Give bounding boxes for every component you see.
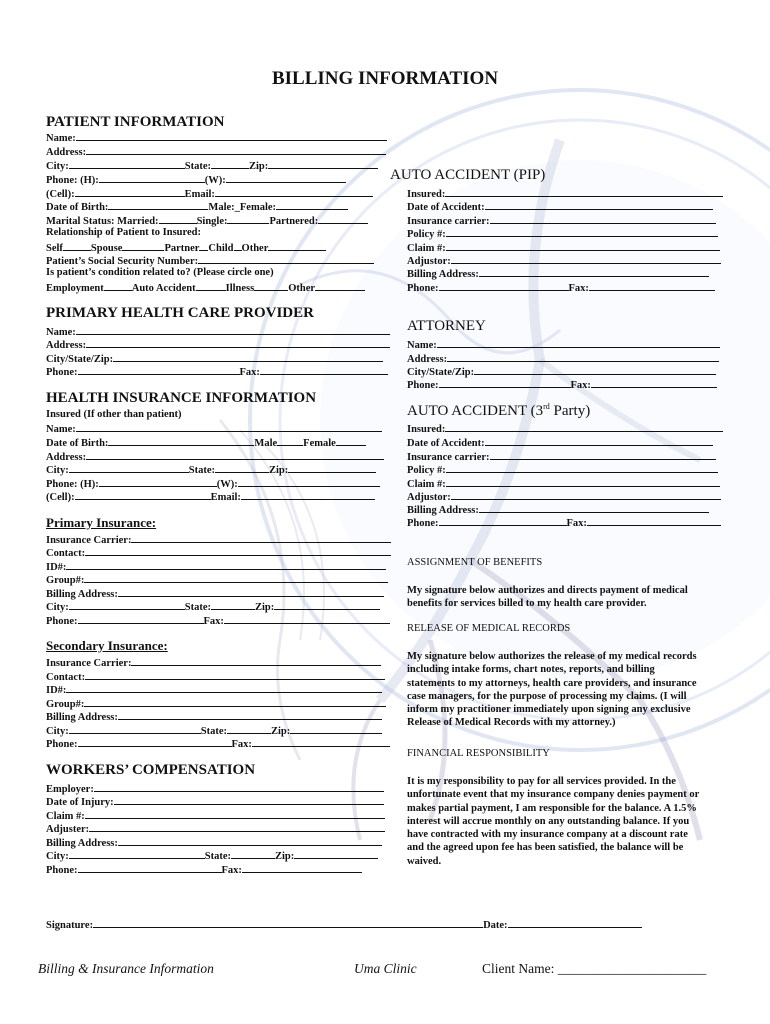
hi-phone-row[interactable] [46, 477, 380, 491]
pip-adjustor-field[interactable] [407, 254, 721, 268]
patient-ssn-field[interactable] [46, 254, 374, 268]
pcp-heading: PRIMARY HEALTH CARE PROVIDER [46, 305, 314, 321]
secondary-billing-field[interactable] [46, 710, 382, 724]
financial-line: waived. [407, 855, 442, 867]
pip-carrier-label: Insurance carrier: [407, 216, 490, 227]
hi-dob-row[interactable] [46, 436, 366, 450]
page-title: BILLING INFORMATION [271, 68, 499, 89]
secondary-city-label: City: [46, 726, 69, 737]
workers-claim-field[interactable] [46, 809, 385, 823]
attorney-address-label: Address: [407, 354, 448, 365]
patient-dob-label: Date of Birth: [46, 202, 109, 213]
primary-insurance-heading: Primary Insurance: [46, 515, 157, 530]
marital-single-label: Single: [196, 216, 228, 227]
pip-phone-label: Phone: [407, 283, 439, 294]
secondary-city-row[interactable] [46, 724, 382, 738]
patient-cell-label: (Cell): [46, 189, 75, 200]
pip-claim-label: Claim #: [407, 243, 446, 254]
pip-doa-label: Date of Accident: [407, 202, 485, 213]
workers-injury-label: Date of Injury: [46, 797, 114, 808]
hi-female-label[interactable]: Female [303, 438, 336, 449]
primary-state-label: State: [184, 602, 211, 613]
secondary-fax-label: Fax: [231, 739, 252, 750]
signature-label: Signature: [46, 920, 94, 931]
patient-state-label: State: [184, 161, 211, 172]
third-doa-label: Date of Accident: [407, 438, 485, 449]
third-doa-field[interactable] [407, 436, 713, 450]
pip-fax-label: Fax: [568, 283, 589, 294]
hi-cell-label: (Cell): [46, 492, 75, 503]
pcp-phone-label: Phone: [46, 367, 78, 378]
patient-name-field[interactable] [46, 131, 387, 145]
workers-city-row[interactable] [46, 849, 378, 863]
assignment-heading: ASSIGNMENT OF BENEFITS [407, 557, 543, 568]
third-party-heading [407, 403, 590, 420]
financial-line: and the agreed upon fee has been satisfied, the balance will be [407, 842, 684, 854]
pip-policy-label: Policy #: [407, 229, 446, 240]
workers-billing-label: Billing Address: [46, 838, 118, 849]
hi-zip-label: Zip: [269, 465, 289, 476]
pip-insured-label: Insured: [407, 189, 446, 200]
workers-employer-label: Employer: [46, 784, 94, 795]
pip-billing-field[interactable] [407, 267, 709, 281]
hi-name-field[interactable] [46, 422, 382, 436]
primary-carrier-field[interactable] [46, 533, 391, 547]
secondary-group-field[interactable] [46, 697, 386, 711]
attorney-fax-label: Fax: [570, 380, 591, 391]
release-line: My signature below authorizes the release of my medical records [407, 651, 697, 662]
footer-left: Billing & Insurance Information [38, 961, 214, 976]
third-claim-field[interactable] [407, 477, 720, 491]
pip-adjustor-label: Adjustor: [407, 256, 451, 267]
patient-address-label: Address: [46, 147, 87, 158]
pip-heading: AUTO ACCIDENT (PIP) [390, 167, 546, 183]
condition-options-row[interactable] [46, 281, 365, 295]
workers-comp-heading: WORKERS’ COMPENSATION [46, 762, 256, 778]
primary-contact-label: Contact: [46, 548, 86, 559]
secondary-contact-field[interactable] [46, 670, 385, 684]
workers-phone-row[interactable] [46, 863, 362, 877]
patient-dob-row[interactable] [46, 200, 348, 214]
assignment-line: benefits for services billed to my health care provider. [407, 598, 647, 610]
date-label: Date: [483, 920, 508, 931]
condition-question: Is patient’s condition related to? (Please circle one) [46, 267, 274, 278]
third-adjustor-field[interactable] [407, 490, 721, 504]
pip-insured-field[interactable] [407, 187, 723, 201]
patient-phone-row[interactable] [46, 173, 346, 187]
workers-zip-label: Zip: [275, 851, 295, 862]
primary-city-row[interactable] [46, 600, 380, 614]
primary-fax-label: Fax: [203, 616, 224, 627]
third-adjustor-label: Adjustor: [407, 492, 451, 503]
financial-line: unfortunate event that my insurance company denies payment or [407, 789, 700, 801]
third-claim-label: Claim #: [407, 479, 446, 490]
pcp-address-field[interactable] [46, 338, 390, 352]
option-employment[interactable]: Employment [46, 283, 104, 294]
third-carrier-label: Insurance carrier: [407, 452, 490, 463]
attorney-csz-label: City/State/Zip: [407, 367, 475, 378]
marital-partnered-label: Partnered: [269, 216, 319, 227]
third-party-heading-pre: AUTO ACCIDENT (3 [407, 403, 544, 419]
secondary-zip-label: Zip: [271, 726, 291, 737]
secondary-group-label: Group#: [46, 699, 85, 710]
signature-line[interactable] [93, 918, 483, 928]
financial-line: makes partial payment, I am responsible for the balance. A 1.5% [407, 802, 697, 814]
third-billing-field[interactable] [407, 503, 709, 517]
primary-group-field[interactable] [46, 573, 388, 587]
pip-billing-label: Billing Address: [407, 269, 479, 280]
patient-address-field[interactable] [46, 145, 386, 159]
third-fax-label: Fax: [566, 518, 587, 529]
patient-phone-w-label: (W): [204, 175, 226, 186]
third-policy-label: Policy #: [407, 465, 446, 476]
pip-policy-field[interactable] [407, 227, 718, 241]
attorney-heading: ATTORNEY [407, 318, 486, 334]
hi-email-label: Email: [210, 492, 241, 503]
date-line[interactable] [508, 918, 642, 928]
hi-city-row[interactable] [46, 463, 376, 477]
pcp-csz-field[interactable] [46, 352, 383, 366]
release-line: including intake forms, chart notes, reports, and billing [407, 664, 655, 676]
health-insurance-heading: HEALTH INSURANCE INFORMATION [46, 390, 317, 406]
option-auto-accident[interactable]: Auto Accident [131, 283, 196, 294]
patient-name-label: Name: [46, 133, 76, 144]
signature-row[interactable] [46, 918, 642, 932]
financial-line: It is my responsibility to pay for all services provided. In the [407, 776, 676, 787]
footer-clinic-name: Uma Clinic [354, 961, 417, 976]
financial-paragraph [407, 775, 699, 868]
hi-address-field[interactable] [46, 450, 384, 464]
release-line: inform my practitioner immediately upon signing any exclusive [407, 704, 691, 716]
patient-email-label: Email: [184, 189, 215, 200]
third-phone-row[interactable] [407, 516, 721, 530]
third-insured-label: Insured: [407, 424, 446, 435]
patient-male-female-label: Male:_Female: [208, 202, 277, 213]
release-line: Release of Medical Records with my attorney.) [407, 717, 616, 729]
option-self[interactable]: Self [46, 243, 63, 254]
pcp-phone-row[interactable] [46, 365, 388, 379]
workers-adjuster-field[interactable] [46, 822, 385, 836]
attorney-address-field[interactable] [407, 352, 719, 366]
pcp-name-field[interactable] [46, 325, 390, 339]
option-child[interactable]: Child [208, 243, 234, 254]
primary-phone-label: Phone: [46, 616, 78, 627]
hi-phone-h-label: Phone: (H): [46, 479, 99, 490]
hi-cell-row[interactable] [46, 490, 375, 504]
primary-group-label: Group#: [46, 575, 85, 586]
secondary-phone-label: Phone: [46, 739, 78, 750]
relationship-label: Relationship of Patient to Insured: [46, 227, 201, 238]
secondary-contact-label: Contact: [46, 672, 86, 683]
assignment-paragraph [407, 584, 688, 611]
option-partner[interactable]: Partner [164, 243, 200, 254]
release-line: case managers, for the purpose of processing my claims. (I will [407, 690, 687, 702]
footer-client-name[interactable]: Client Name: ______________________ [482, 961, 707, 976]
workers-billing-field[interactable] [46, 836, 382, 850]
workers-claim-label: Claim #: [46, 811, 85, 822]
primary-billing-field[interactable] [46, 587, 384, 601]
patient-city-row[interactable] [46, 159, 378, 173]
secondary-state-label: State: [200, 726, 227, 737]
hi-city-label: City: [46, 465, 69, 476]
third-phone-label: Phone: [407, 518, 439, 529]
marital-married-label: Marital Status: Married: [46, 216, 159, 227]
option-other[interactable]: Other [241, 243, 269, 254]
relationship-options-row[interactable] [46, 241, 326, 255]
third-carrier-field[interactable] [407, 450, 716, 464]
attorney-csz-field[interactable] [407, 365, 716, 379]
financial-line: have contracted with my insurance company at a discount rate [407, 829, 688, 841]
workers-phone-label: Phone: [46, 865, 78, 876]
pip-phone-row[interactable] [407, 281, 715, 295]
third-billing-label: Billing Address: [407, 505, 479, 516]
pcp-address-label: Address: [46, 340, 87, 351]
release-line: statements to my attorneys, health care providers, and insurance [407, 677, 697, 689]
patient-info-heading: PATIENT INFORMATION [46, 114, 225, 130]
secondary-id-label: ID#: [46, 685, 67, 696]
secondary-insurance-heading: Secondary Insurance: [46, 638, 168, 653]
option-illness[interactable]: Illness [225, 283, 255, 294]
patient-ssn-label: Patient’s Social Security Number: [46, 256, 199, 267]
workers-state-label: State: [204, 851, 231, 862]
secondary-carrier-field[interactable] [46, 656, 381, 670]
primary-contact-field[interactable] [46, 546, 391, 560]
hi-male-label[interactable]: Male [254, 438, 278, 449]
patient-zip-label: Zip: [249, 161, 269, 172]
pip-claim-field[interactable] [407, 241, 720, 255]
third-insured-field[interactable] [407, 422, 723, 436]
assignment-line: My signature below authorizes and directs payment of medical [407, 585, 688, 596]
workers-adjuster-label: Adjuster: [46, 824, 90, 835]
pip-carrier-field[interactable] [407, 214, 716, 228]
secondary-carrier-label: Insurance Carrier: [46, 658, 132, 669]
third-party-heading-post: Party) [549, 403, 591, 419]
option-other-condition[interactable]: Other [288, 283, 316, 294]
third-policy-field[interactable] [407, 463, 718, 477]
hi-name-label: Name: [46, 424, 76, 435]
secondary-billing-label: Billing Address: [46, 712, 118, 723]
pcp-fax-label: Fax: [239, 367, 260, 378]
hi-dob-label: Date of Birth: [46, 438, 109, 449]
pcp-name-label: Name: [46, 327, 76, 338]
financial-line: interest will accrue monthly on any outstanding balance. If you [407, 815, 690, 827]
patient-marital-row[interactable] [46, 214, 368, 228]
attorney-name-field[interactable] [407, 338, 720, 352]
insured-note: Insured (If other than patient) [46, 409, 182, 420]
primary-carrier-label: Insurance Carrier: [46, 535, 132, 546]
workers-injury-field[interactable] [46, 795, 384, 809]
patient-phone-h-label: Phone: (H): [46, 175, 99, 186]
release-heading: RELEASE OF MEDICAL RECORDS [407, 623, 571, 634]
third-party-heading-sup: rd [543, 402, 550, 411]
pcp-csz-label: City/State/Zip: [46, 354, 114, 365]
workers-city-label: City: [46, 851, 69, 862]
workers-employer-field[interactable] [46, 782, 384, 796]
option-spouse[interactable]: Spouse [90, 243, 123, 254]
attorney-name-label: Name: [407, 340, 437, 351]
primary-id-label: ID#: [46, 562, 67, 573]
hi-state-label: State: [188, 465, 215, 476]
workers-fax-label: Fax: [221, 865, 242, 876]
primary-phone-row[interactable] [46, 614, 390, 628]
patient-city-label: City: [46, 161, 69, 172]
secondary-id-field[interactable] [46, 683, 382, 697]
patient-cell-row[interactable] [46, 187, 373, 201]
primary-id-field[interactable] [46, 560, 386, 574]
financial-heading: FINANCIAL RESPONSIBILITY [407, 748, 550, 759]
hi-address-label: Address: [46, 452, 87, 463]
secondary-phone-row[interactable] [46, 737, 390, 751]
primary-billing-label: Billing Address: [46, 589, 118, 600]
hi-phone-w-label: (W): [216, 479, 238, 490]
attorney-phone-row[interactable] [407, 378, 717, 392]
attorney-phone-label: Phone: [407, 380, 439, 391]
primary-city-label: City: [46, 602, 69, 613]
release-paragraph [407, 650, 697, 730]
primary-zip-label: Zip: [255, 602, 275, 613]
pip-doa-field[interactable] [407, 200, 713, 214]
